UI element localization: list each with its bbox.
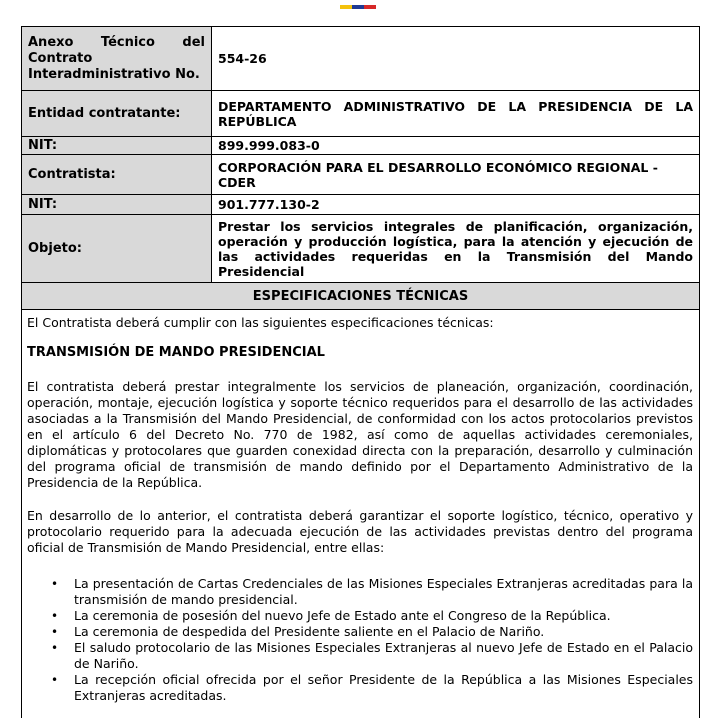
bullet-icon: • bbox=[51, 641, 59, 655]
anexo-value: 554-26 bbox=[212, 27, 700, 91]
table-row bbox=[22, 215, 700, 283]
entidad-value: DEPARTAMENTO ADMINISTRATIVO DE LA PRESIDENCIA DE LA REPÚBLICA bbox=[212, 91, 700, 137]
bullet-icon: • bbox=[51, 673, 59, 687]
table-row bbox=[22, 155, 700, 195]
list-item-text: La ceremonia de posesión del nuevo Jefe de Estado ante el Congreso de la República. bbox=[74, 608, 611, 623]
frame-left-border bbox=[21, 305, 22, 718]
intro-text: El Contratista deberá cumplir con las siguientes especificaciones técnicas: bbox=[27, 315, 494, 330]
bullet-icon: • bbox=[51, 577, 59, 591]
section-header: ESPECIFICACIONES TÉCNICAS bbox=[22, 283, 700, 310]
list-item bbox=[27, 624, 693, 640]
list-item bbox=[27, 672, 693, 704]
nit1-label: NIT: bbox=[22, 137, 212, 155]
activities-list bbox=[27, 576, 693, 704]
nit2-value: 901.777.130-2 bbox=[212, 195, 700, 215]
anexo-label-cell bbox=[22, 27, 212, 91]
colombia-flag-stripe bbox=[340, 5, 376, 9]
table-row bbox=[22, 283, 700, 310]
flag-red-stripe bbox=[364, 5, 376, 9]
list-item-text: La recepción oficial ofrecida por el señor Presidente de la República a las Misiones Especiales Extranjeras acreditadas. bbox=[74, 672, 693, 703]
contract-info-table bbox=[21, 26, 700, 310]
frame-right-border bbox=[699, 305, 700, 718]
flag-blue-stripe bbox=[352, 5, 364, 9]
table-row bbox=[22, 27, 700, 91]
paragraph-2: En desarrollo de lo anterior, el contratista deberá garantizar el soporte logístico, técnico, operativo y protocolario requerido para la adecuada ejecución de las actividades previstas dentro del programa oficial de Transmisión de Mando Presidencial, entre ellas: bbox=[27, 508, 693, 555]
contratista-value: CORPORACIÓN PARA EL DESARROLLO ECONÓMICO REGIONAL - CDER bbox=[212, 155, 700, 195]
list-item bbox=[27, 576, 693, 608]
list-item bbox=[27, 608, 693, 624]
paragraph-1: El contratista deberá prestar integralmente los servicios de planeación, organización, coordinación, operación, montaje, ejecución logística y soporte técnico requeridos para el desarrollo de las actividades asociadas a la Transmisión del Mando Presidencial, de conformidad con los actos protocolarios previstos en el artículo 6 del Decreto No. 770 de 1982, así como de aquellas actividades ceremoniales, diplomáticas y protocolares que guarden conexidad directa con la preparación, desarrollo y culminación del programa oficial de transmisión de mando definido por el Departamento Administrativo de la Presidencia de la República. bbox=[27, 379, 693, 490]
anexo-label: Anexo Técnico del Contrato Interadministrativo No. bbox=[28, 34, 205, 82]
objeto-label: Objeto: bbox=[22, 215, 212, 283]
nit1-value: 899.999.083-0 bbox=[212, 137, 700, 155]
contratista-label: Contratista: bbox=[22, 155, 212, 195]
list-item-text: El saludo protocolario de las Misiones Especiales Extranjeras al nuevo Jefe de Estado en el Palacio de Nariño. bbox=[74, 640, 693, 671]
list-item bbox=[27, 640, 693, 672]
table-row bbox=[22, 195, 700, 215]
objeto-value: Prestar los servicios integrales de planificación, organización, operación y producción logística, para la atención y ejecución de las actividades requeridas en la Transmisión del Mando Presidencial bbox=[212, 215, 700, 283]
section-heading: TRANSMISIÓN DE MANDO PRESIDENCIAL bbox=[27, 345, 325, 360]
bullet-icon: • bbox=[51, 625, 59, 639]
table-row bbox=[22, 137, 700, 155]
flag-yellow-stripe bbox=[340, 5, 352, 9]
list-item-text: La ceremonia de despedida del Presidente saliente en el Palacio de Nariño. bbox=[74, 624, 545, 639]
bullet-icon: • bbox=[51, 609, 59, 623]
specifications-body bbox=[27, 315, 693, 704]
nit2-label: NIT: bbox=[22, 195, 212, 215]
table-row bbox=[22, 91, 700, 137]
entidad-label: Entidad contratante: bbox=[22, 91, 212, 137]
list-item-text: La presentación de Cartas Credenciales de las Misiones Especiales Extranjeras acreditadas para la transmisión de mando presidencial. bbox=[74, 576, 693, 607]
